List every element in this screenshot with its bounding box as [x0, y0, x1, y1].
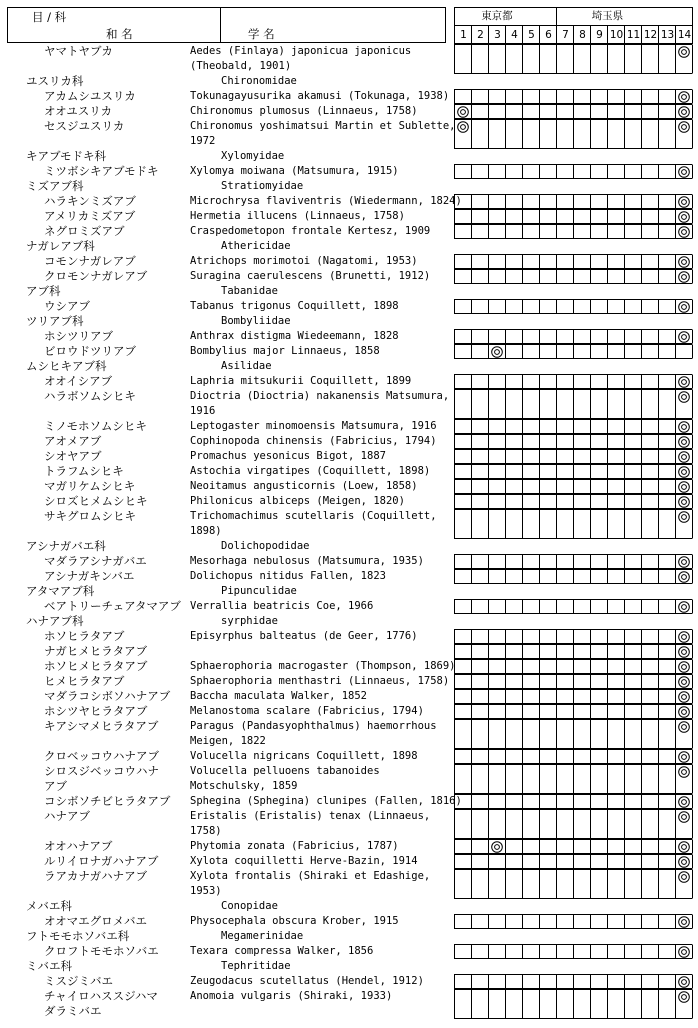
species-scientific-name: Leptogaster minomoensis Matsumura, 1916 — [190, 420, 437, 432]
family-scientific-name: Xylomyidae — [221, 150, 285, 162]
species-japanese-name: シロズヒメムシヒキ — [44, 494, 148, 508]
species-japanese-name: マダラコシボソハナアブ — [44, 689, 171, 703]
species-japanese-name: オオイシアブ — [44, 374, 113, 388]
species-japanese-name: ホシツリアブ — [44, 329, 113, 343]
region-tokyo-label: 東京都 — [481, 10, 513, 22]
species-japanese-name: ネグロミズアブ — [44, 224, 125, 238]
species-japanese-name: アブ — [44, 779, 67, 793]
species-scientific-name: Craspedometopon frontale Kertesz, 1909 — [190, 225, 431, 237]
species-scientific-name: Astochia virgatipes (Coquillett, 1898) — [190, 465, 431, 477]
family-scientific-name: Conopidae — [221, 900, 278, 912]
family-scientific-name: Bombyliidae — [221, 315, 291, 327]
family-name: フトモモホソバエ科 — [26, 929, 130, 943]
species-scientific-name: Anomoia vulgaris (Shiraki, 1933) — [190, 990, 393, 1002]
species-scientific-name: 1953) — [190, 885, 222, 897]
species-japanese-name: コモンナガレアブ — [44, 254, 136, 268]
species-japanese-name: トラフムシヒキ — [44, 464, 124, 478]
column-number: 2 — [477, 29, 484, 41]
species-scientific-name: Philonicus albiceps (Meigen, 1820) — [190, 495, 405, 507]
species-scientific-name: Dolichopus nitidus Fallen, 1823 — [190, 570, 386, 582]
order-family-label: 目 / 科 — [32, 10, 67, 24]
species-japanese-name: アカムシユスリカ — [44, 89, 136, 103]
region-saitama-label: 埼玉県 — [591, 10, 624, 22]
species-scientific-name: Meigen, 1822 — [190, 735, 266, 747]
family-name: メバエ科 — [26, 899, 72, 913]
species-scientific-name: 1972 — [190, 135, 216, 147]
species-scientific-name: Anthrax distigma Wiedeemann, 1828 — [190, 330, 399, 342]
species-japanese-name: ルリイロナガハナアブ — [44, 854, 159, 868]
column-number: 10 — [609, 29, 624, 41]
species-japanese-name: セスジユスリカ — [44, 119, 125, 133]
column-number: 13 — [660, 29, 675, 41]
species-japanese-name: ヤマトヤブカ — [44, 44, 113, 58]
species-japanese-name: ハラキンミズアブ — [44, 194, 136, 208]
species-japanese-name: ホソヒラタアブ — [44, 629, 125, 643]
species-scientific-name: Motschulsky, 1859 — [190, 780, 298, 792]
species-japanese-name: チャイロハススジハマ — [44, 989, 158, 1003]
species-japanese-name: シロスジベッコウハナ — [44, 764, 159, 778]
species-scientific-name: Xylota frontalis (Shiraki et Edashige, — [190, 870, 431, 882]
column-number: 8 — [579, 29, 586, 41]
species-japanese-name: アオメアブ — [44, 434, 102, 448]
species-japanese-name: マダラアシナガバエ — [44, 554, 147, 568]
family-scientific-name: Tabanidae — [221, 285, 278, 297]
species-japanese-name: ミノモホソムシヒキ — [44, 419, 147, 433]
species-japanese-name: アメリカミズアブ — [44, 209, 136, 223]
species-japanese-name: オオハナアブ — [44, 839, 113, 853]
family-name: ミバエ科 — [26, 959, 72, 973]
family-scientific-name: Asilidae — [221, 360, 272, 372]
species-japanese-name: サキグロムシヒキ — [44, 509, 136, 523]
species-japanese-name: ミスジミバエ — [44, 974, 113, 988]
species-scientific-name: Promachus yesonicus Bigot, 1887 — [190, 450, 386, 462]
column-number: 14 — [677, 29, 692, 41]
family-name: ユスリカ科 — [26, 74, 84, 88]
species-japanese-name: ハナアブ — [44, 809, 90, 823]
species-scientific-name: Suragina caerulescens (Brunetti, 1912) — [190, 270, 431, 282]
species-scientific-name: Volucella pelluoens tabanoides — [190, 765, 380, 777]
species-scientific-name: Volucella nigricans Coquillett, 1898 — [190, 750, 418, 762]
family-name: キアブモドキ科 — [26, 149, 107, 163]
species-scientific-name: Chironomus yoshimatsui Martin et Sublette, — [190, 120, 456, 132]
species-scientific-name: Xylomya moiwana (Matsumura, 1915) — [190, 165, 399, 177]
species-scientific-name: Texara compressa Walker, 1856 — [190, 945, 374, 957]
species-scientific-name: Xylota coquilletti Herve-Bazin, 1914 — [190, 855, 418, 867]
column-number: 4 — [511, 29, 518, 41]
species-scientific-name: Sphaerophoria menthastri (Linnaeus, 1758) — [190, 675, 450, 687]
family-name: アブ科 — [26, 284, 61, 298]
species-japanese-name: ホシツヤヒラタアブ — [44, 704, 148, 718]
species-scientific-name: Episyrphus balteatus (de Geer, 1776) — [190, 630, 418, 642]
column-number: 7 — [562, 29, 569, 41]
family-name: ムシヒキアブ科 — [26, 359, 107, 373]
species-japanese-name: アシナガキンバエ — [44, 569, 135, 583]
column-number: 11 — [626, 29, 641, 41]
column-number: 5 — [528, 29, 535, 41]
species-scientific-name: Cophinopoda chinensis (Fabricius, 1794) — [190, 435, 437, 447]
family-scientific-name: Stratiomyidae — [221, 180, 304, 192]
species-scientific-name: Dioctria (Dioctria) nakanensis Matsumura, — [190, 390, 450, 402]
species-scientific-name: Aedes (Finlaya) japonicua japonicus — [190, 45, 412, 57]
column-number: 1 — [460, 29, 467, 41]
species-scientific-name: Sphegina (Sphegina) clunipes (Fallen, 1816) — [190, 795, 462, 807]
species-scientific-name: Verrallia beatricis Coe, 1966 — [190, 600, 374, 612]
species-japanese-name: コシボソチビヒラタアブ — [44, 794, 171, 808]
species-scientific-name: Trichomachimus scutellaris (Coquillett, — [190, 510, 437, 522]
species-scientific-name: Physocephala obscura Krober, 1915 — [190, 915, 399, 927]
species-scientific-name: (Theobald, 1901) — [190, 60, 292, 72]
species-japanese-name: ビロウドツリアブ — [44, 344, 136, 358]
species-scientific-name: Melanostoma scalare (Fabricius, 1794) — [190, 705, 424, 717]
column-number: 3 — [494, 29, 501, 41]
species-scientific-name: Zeugodacus scutellatus (Hendel, 1912) — [190, 975, 424, 987]
family-scientific-name: Dolichopodidae — [221, 540, 310, 552]
family-name: アタマアブ科 — [26, 584, 95, 598]
species-japanese-name: マガリケムシヒキ — [44, 479, 136, 493]
species-japanese-name: シオヤアブ — [44, 449, 102, 463]
family-scientific-name: Pipunculidae — [221, 585, 297, 597]
species-japanese-name: オオユスリカ — [44, 104, 113, 118]
species-japanese-name: ナガヒメヒラタアブ — [44, 644, 148, 658]
species-scientific-name: Atrichops morimotoi (Nagatomi, 1953) — [190, 255, 418, 267]
species-scientific-name: Microchrysa flaviventris (Wiedermann, 1824) — [190, 195, 462, 207]
species-scientific-name: Hermetia illucens (Linnaeus, 1758) — [190, 210, 405, 222]
family-name: ハナアブ科 — [26, 614, 84, 628]
family-name: アシナガバエ科 — [26, 539, 106, 553]
species-japanese-name: ウシアブ — [44, 299, 90, 313]
family-name: ミズアブ科 — [26, 179, 84, 193]
column-number: 9 — [596, 29, 603, 41]
family-name: ツリアブ科 — [26, 314, 84, 328]
family-scientific-name: Chironomidae — [221, 75, 297, 87]
species-japanese-name: クロベッコウハナアブ — [44, 749, 159, 763]
species-scientific-name: Bombylius major Linnaeus, 1858 — [190, 345, 380, 357]
species-scientific-name: Neoitamus angusticornis (Loew, 1858) — [190, 480, 418, 492]
species-japanese-name: ミツボシキアブモドキ — [44, 164, 159, 178]
species-scientific-name: Sphaerophoria macrogaster (Thompson, 1869) — [190, 660, 456, 672]
column-number: 6 — [545, 29, 552, 41]
species-scientific-name: Laphria mitsukurii Coquillett, 1899 — [190, 375, 412, 387]
species-japanese-name: ダラミバエ — [44, 1004, 102, 1018]
family-scientific-name: Athericidae — [221, 240, 291, 252]
species-scientific-name: Tabanus trigonus Coquillett, 1898 — [190, 300, 399, 312]
species-japanese-name: オオマエグロメバエ — [44, 914, 148, 928]
species-japanese-name: ベアトリーチェアタマアブ — [44, 599, 181, 613]
species-japanese-name: キアシマメヒラタアブ — [44, 719, 159, 733]
species-japanese-name: クロモンナガレアブ — [44, 269, 148, 283]
species-scientific-name: Paragus (Pandasyophthalmus) haemorrhous — [190, 720, 437, 732]
family-scientific-name: syrphidae — [221, 615, 278, 627]
family-scientific-name: Tephritidae — [221, 960, 291, 972]
species-scientific-name: Tokunagayusurika akamusi (Tokunaga, 1938) — [190, 90, 450, 102]
species-japanese-name: ラアカナガハナアブ — [44, 869, 148, 883]
family-scientific-name: Megamerinidae — [221, 930, 304, 942]
species-scientific-name: Phytomia zonata (Fabricius, 1787) — [190, 840, 399, 852]
species-scientific-name: 1758) — [190, 825, 222, 837]
species-scientific-name: Chironomus plumosus (Linnaeus, 1758) — [190, 105, 418, 117]
species-japanese-name: ヒメヒラタアブ — [44, 674, 125, 688]
species-scientific-name: Mesorhaga nebulosus (Matsumura, 1935) — [190, 555, 424, 567]
species-scientific-name: 1898) — [190, 525, 222, 537]
species-scientific-name: 1916 — [190, 405, 216, 417]
species-scientific-name: Eristalis (Eristalis) tenax (Linnaeus, — [190, 810, 431, 822]
column-number: 12 — [643, 29, 658, 41]
species-japanese-name: クロフトモモホソバエ — [44, 944, 159, 958]
species-japanese-name: ハラボソムシヒキ — [44, 389, 136, 403]
species-japanese-name: ホソヒメヒラタアブ — [44, 659, 148, 673]
japanese-name-label: 和 名 — [106, 27, 133, 41]
scientific-name-label: 学 名 — [248, 27, 275, 41]
species-scientific-name: Baccha maculata Walker, 1852 — [190, 690, 368, 702]
family-name: ナガレアブ科 — [26, 239, 95, 253]
